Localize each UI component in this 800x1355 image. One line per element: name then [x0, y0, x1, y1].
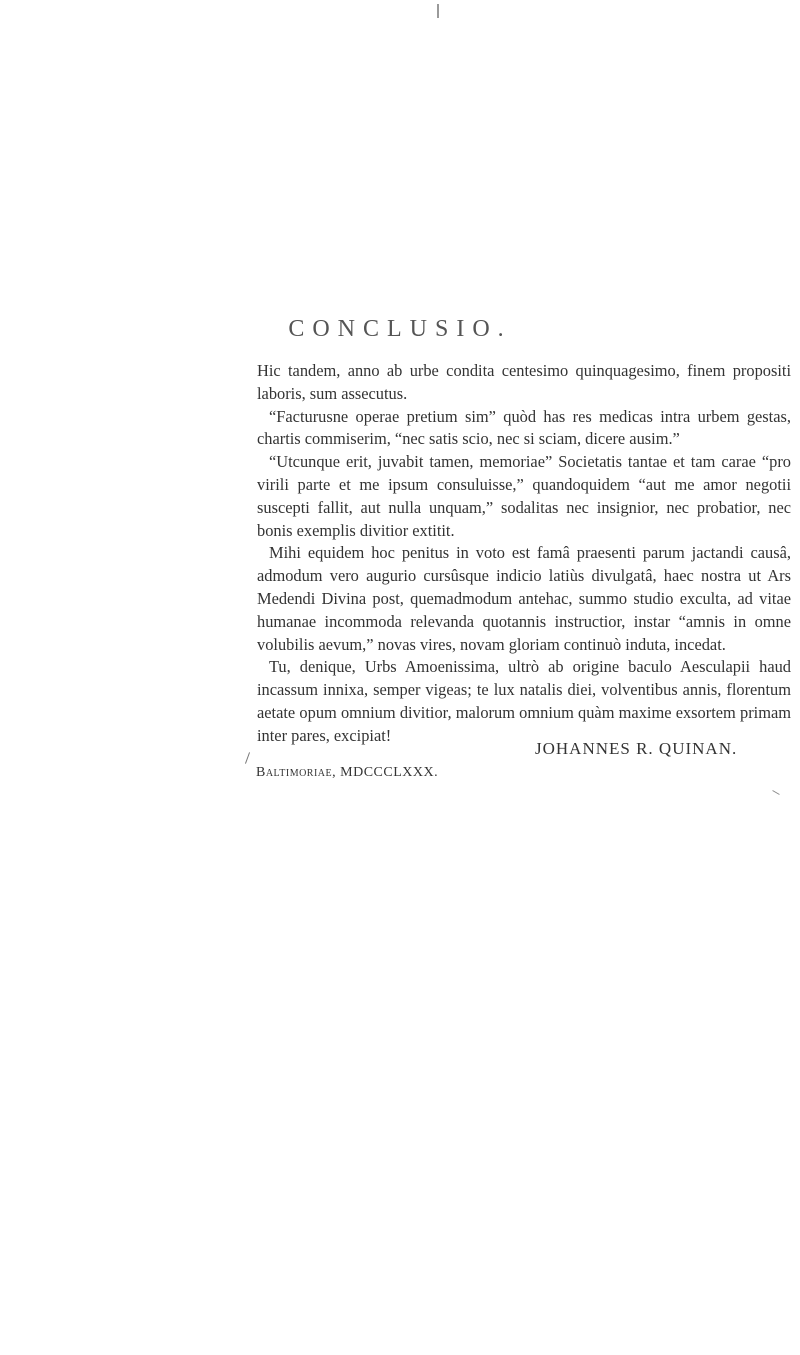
paragraph-5: Tu, denique, Urbs Amoenissima, ultrò ab origine baculo Aesculapii haud incassum innixa, semper vigeas; te lux natalis diei, volventibus annis, florentum aetate opum omnium divitior, malorum omnium quàm maxime exsortem primam inter pares, excipiat!	[257, 657, 791, 745]
place-date-text: Baltimoriae, MDCCCLXXX.	[256, 765, 439, 780]
section-heading: CONCLUSIO.	[288, 316, 512, 342]
paragraph-4: Mihi equidem hoc penitus in voto est famâ praesenti parum jactandi causâ, admodum vero augurio cursûsque indicio latiùs divulgatâ, haec nostra ut Ars Medendi Divina post, quemadmodum antehac, summo studio exculta, ad vitae humanae incommoda relevanda quotannis instructior, instar “amnis in omne volubilis aevum,” novas vires, novam gloriam continuò induta, incedat.	[257, 543, 791, 654]
margin-mark-right	[772, 790, 779, 795]
place-date	[256, 765, 438, 781]
body-text	[257, 360, 791, 748]
author-signature: JOHANNES R. QUINAN.	[535, 739, 738, 758]
page-edge-mark	[437, 4, 439, 18]
paragraph-3: “Utcunque erit, juvabit tamen, memoriae” Societatis tantae et tam carae “pro virili parte et me ipsum consuluisse,” quandoquidem “aut me amor negotii suscepti fallit, aut nulla unquam,” sodalitas nec insignior, nec probatior, nec bonis exemplis divitior extitit.	[257, 452, 791, 540]
paragraph-1: Hic tandem, anno ab urbe condita centesimo quinquagesimo, finem propositi laboris, sum assecutus.	[257, 361, 791, 403]
margin-mark	[245, 752, 250, 764]
paragraph-2: “Facturusne operae pretium sim” quòd has res medicas intra urbem gestas, chartis commiserim, “nec satis scio, nec si sciam, dicere ausim.”	[257, 406, 791, 449]
